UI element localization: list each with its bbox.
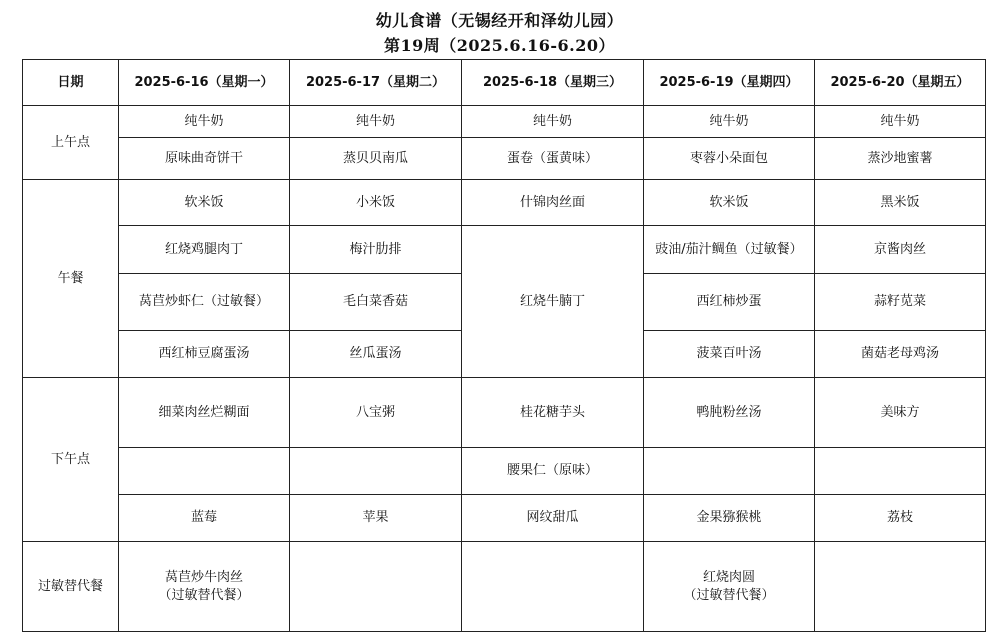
table-row xyxy=(23,542,986,632)
header-day-mon: 2025-6-16（星期一） xyxy=(119,60,290,106)
allergy-fri-empty xyxy=(815,542,986,632)
afternoon-wed-1: 桂花糖芋头 xyxy=(462,378,644,448)
morning-mon-2: 原味曲奇饼干 xyxy=(119,138,290,180)
morning-wed-1: 纯牛奶 xyxy=(462,106,644,138)
afternoon-fri-1: 美味方 xyxy=(815,378,986,448)
table-row xyxy=(23,448,986,495)
afternoon-wed-3: 网纹甜瓜 xyxy=(462,495,644,542)
lunch-mon-4: 西红柿豆腐蛋汤 xyxy=(119,331,290,378)
lunch-fri-4: 菌菇老母鸡汤 xyxy=(815,331,986,378)
morning-fri-2: 蒸沙地蜜薯 xyxy=(815,138,986,180)
lunch-thu-2: 豉油/茄汁鲷鱼（过敏餐） xyxy=(644,226,815,274)
allergy-mon xyxy=(119,542,290,632)
lunch-tue-4: 丝瓜蛋汤 xyxy=(290,331,462,378)
table-row xyxy=(23,226,986,274)
afternoon-wed-2: 腰果仁（原味） xyxy=(462,448,644,495)
morning-fri-1: 纯牛奶 xyxy=(815,106,986,138)
lunch-thu-3: 西红柿炒蛋 xyxy=(644,274,815,331)
table-row xyxy=(23,180,986,226)
lunch-wed-1: 什锦肉丝面 xyxy=(462,180,644,226)
afternoon-thu-2: 金果猕猴桃 xyxy=(644,495,815,542)
lunch-tue-2: 梅汁肋排 xyxy=(290,226,462,274)
morning-tue-2: 蒸贝贝南瓜 xyxy=(290,138,462,180)
table-row xyxy=(23,495,986,542)
section-lunch-label: 午餐 xyxy=(23,180,119,378)
table-row xyxy=(23,106,986,138)
lunch-thu-1: 软米饭 xyxy=(644,180,815,226)
allergy-tue-empty xyxy=(290,542,462,632)
lunch-tue-1: 小米饭 xyxy=(290,180,462,226)
allergy-mon-note: （过敏替代餐） xyxy=(158,587,250,603)
header-day-fri: 2025-6-20（星期五） xyxy=(815,60,986,106)
afternoon-fri-empty xyxy=(815,448,986,495)
afternoon-tue-2: 苹果 xyxy=(290,495,462,542)
allergy-mon-dish: 莴苣炒牛肉丝 xyxy=(164,569,243,585)
header-date: 日期 xyxy=(23,60,119,106)
section-allergy-label: 过敏替代餐 xyxy=(23,542,119,632)
afternoon-mon-2: 蓝莓 xyxy=(119,495,290,542)
header-day-tue: 2025-6-17（星期二） xyxy=(290,60,462,106)
morning-thu-2: 枣蓉小朵面包 xyxy=(644,138,815,180)
menu-table xyxy=(22,59,986,632)
lunch-thu-4: 菠菜百叶汤 xyxy=(644,331,815,378)
lunch-mon-3: 莴苣炒虾仁（过敏餐） xyxy=(119,274,290,331)
afternoon-tue-empty xyxy=(290,448,462,495)
afternoon-thu-empty xyxy=(644,448,815,495)
table-row xyxy=(23,138,986,180)
morning-wed-2: 蛋卷（蛋黄味） xyxy=(462,138,644,180)
lunch-fri-3: 蒜籽苋菜 xyxy=(815,274,986,331)
allergy-wed-empty xyxy=(462,542,644,632)
morning-tue-1: 纯牛奶 xyxy=(290,106,462,138)
header-row xyxy=(23,60,986,106)
afternoon-mon-empty xyxy=(119,448,290,495)
menu-title: 幼儿食谱（无锡经开和泽幼儿园） xyxy=(375,11,624,30)
lunch-fri-1: 黑米饭 xyxy=(815,180,986,226)
afternoon-mon-1: 细菜肉丝烂糊面 xyxy=(119,378,290,448)
table-row xyxy=(23,378,986,448)
lunch-tue-3: 毛白菜香菇 xyxy=(290,274,462,331)
header-day-wed: 2025-6-18（星期三） xyxy=(462,60,644,106)
lunch-wed-2: 红烧牛腩丁 xyxy=(462,226,644,378)
afternoon-tue-1: 八宝粥 xyxy=(290,378,462,448)
lunch-mon-2: 红烧鸡腿肉丁 xyxy=(119,226,290,274)
section-morning-label: 上午点 xyxy=(23,106,119,180)
lunch-mon-1: 软米饭 xyxy=(119,180,290,226)
afternoon-fri-2: 荔枝 xyxy=(815,495,986,542)
section-afternoon-label: 下午点 xyxy=(23,378,119,542)
allergy-thu xyxy=(644,542,815,632)
menu-week-subtitle: 第19周（2025.6.16-6.20） xyxy=(384,36,615,55)
afternoon-thu-1: 鸭肫粉丝汤 xyxy=(644,378,815,448)
morning-thu-1: 纯牛奶 xyxy=(644,106,815,138)
morning-mon-1: 纯牛奶 xyxy=(119,106,290,138)
lunch-fri-2: 京酱肉丝 xyxy=(815,226,986,274)
allergy-thu-dish: 红烧肉圆 xyxy=(702,569,755,585)
allergy-thu-note: （过敏替代餐） xyxy=(683,587,775,603)
header-day-thu: 2025-6-19（星期四） xyxy=(644,60,815,106)
